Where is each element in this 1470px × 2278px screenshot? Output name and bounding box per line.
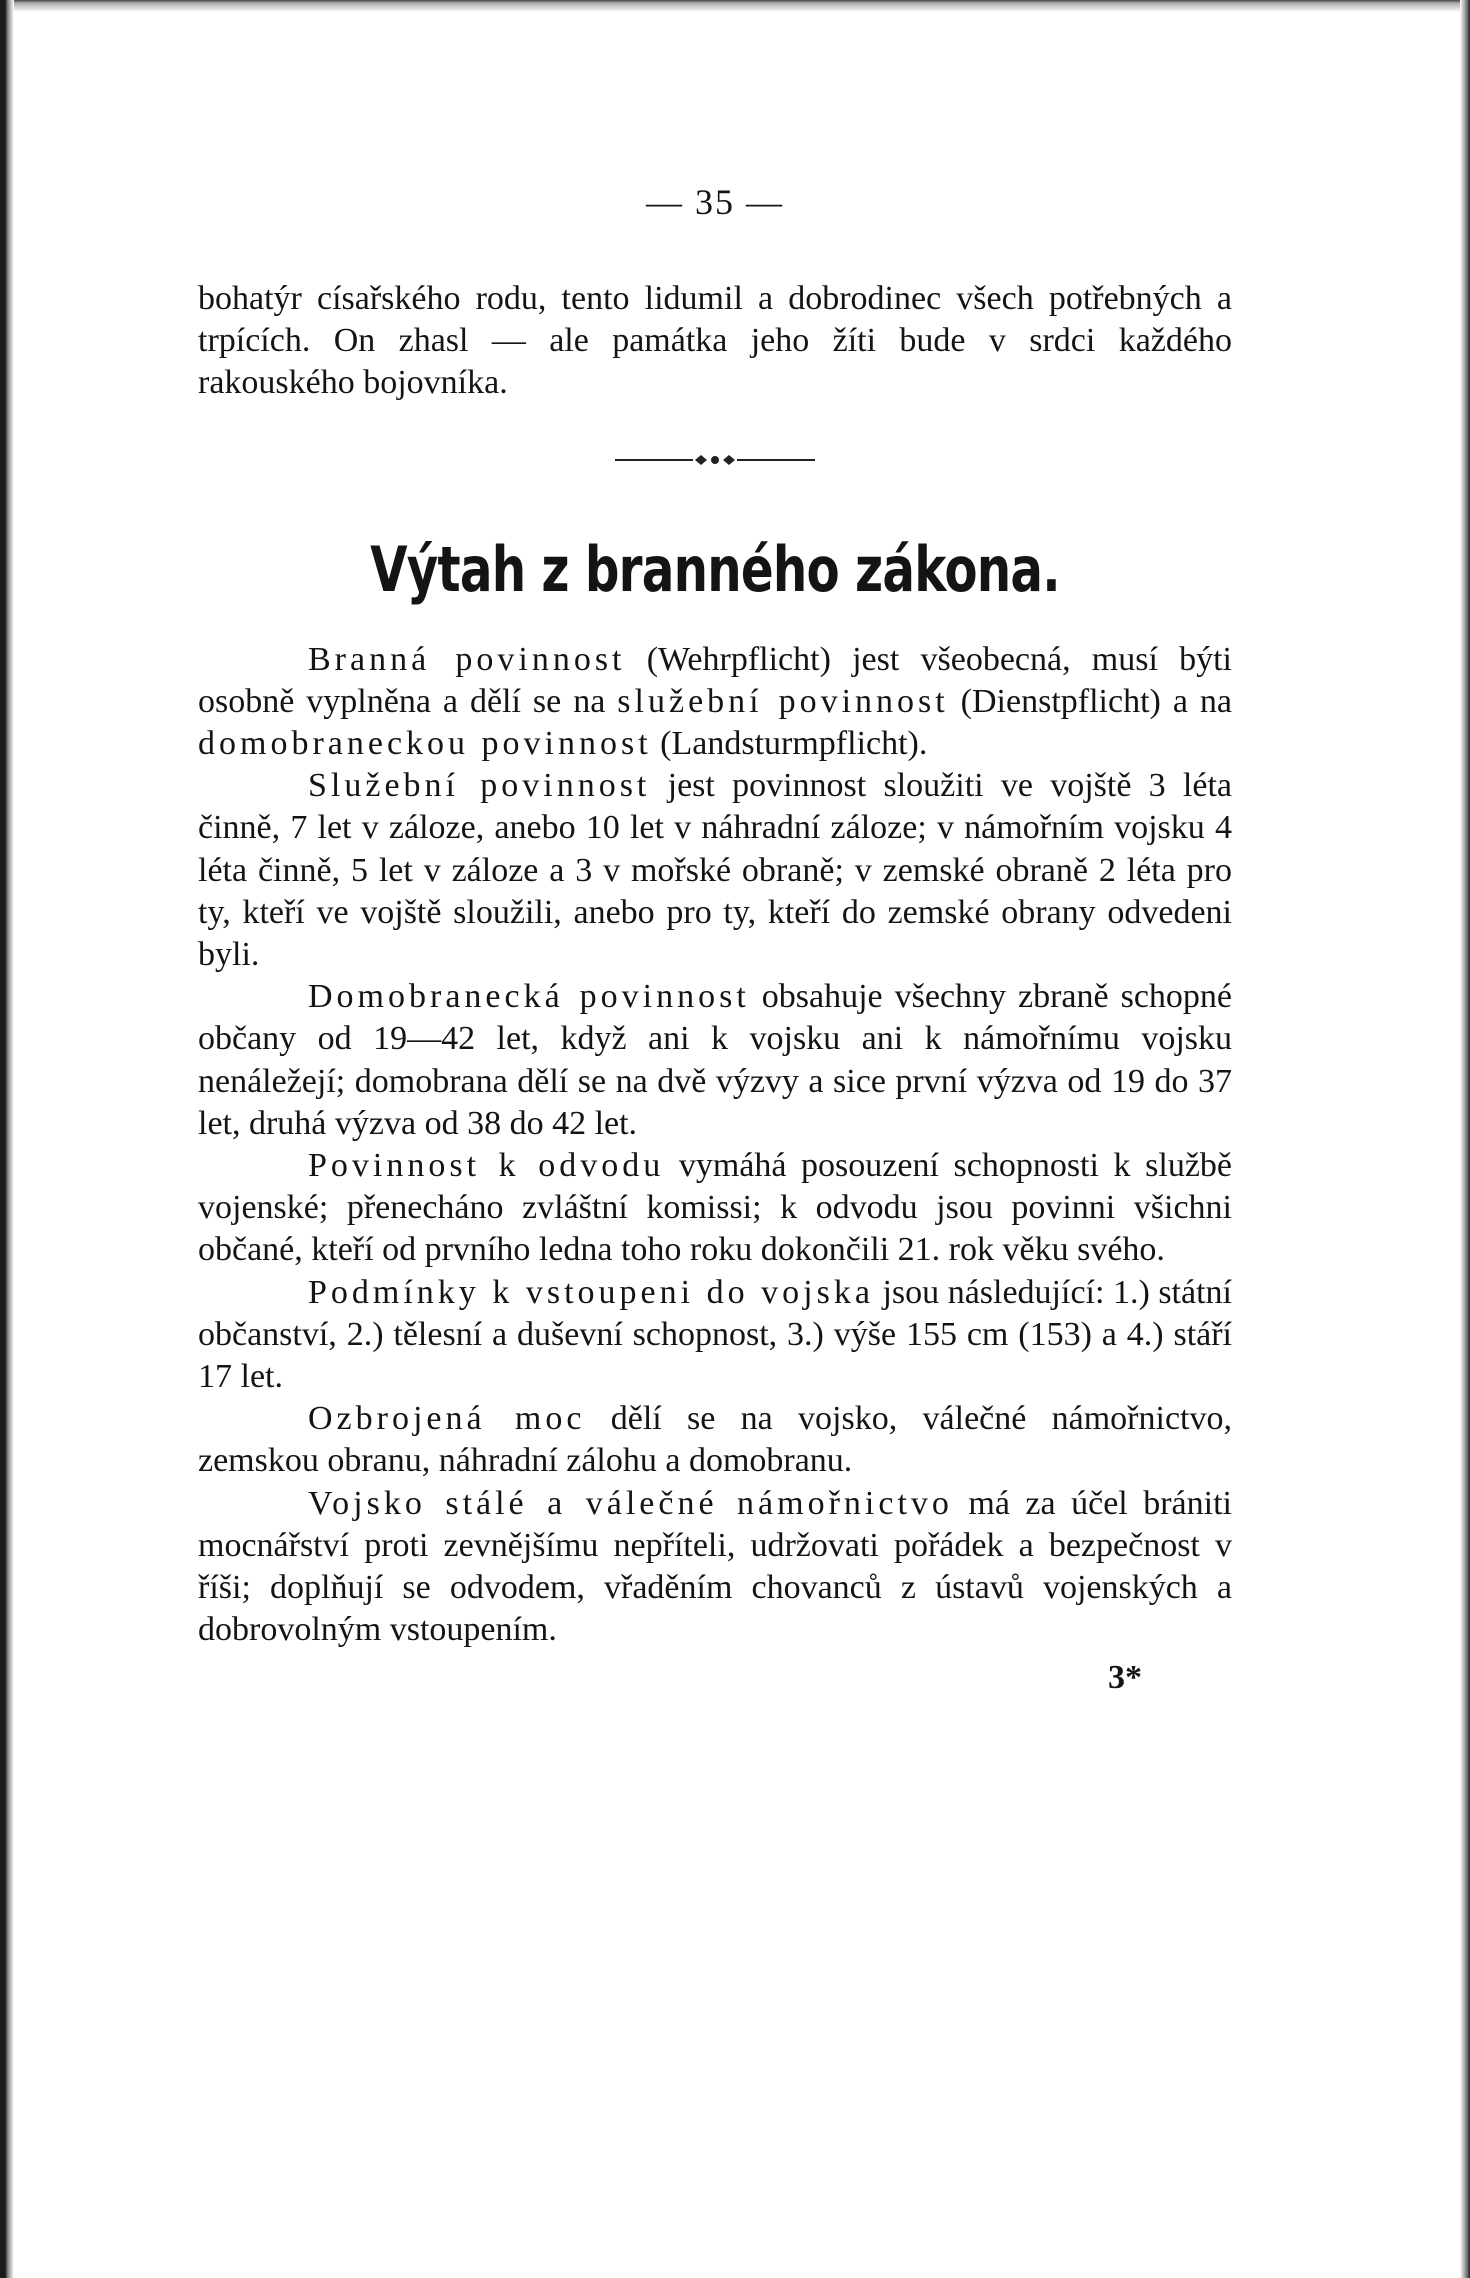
paragraph-domobranecka-povinnost [198, 976, 1232, 1145]
paragraph-text: dělí se na vojsko, válečné námořnictvo, zemskou obranu, náhradní zálohu a domobranu. [198, 1400, 1232, 1480]
paragraph-text: jest povinnost sloužiti ve vojště 3 léta činně, 7 let v záloze, anebo 10 let v náhradní záloze; v námořním vojsku 4 léta činně, 5 let v záloze a 3 v mořské obraně; v zemské obraně 2 léta pro ty, kteří ve vojště sloužili, anebo pro ty, kteří do zemské obrany odvedeni byli. [198, 767, 1233, 974]
signature-mark: 3* [1108, 1659, 1142, 1697]
paragraph-text: obsahuje všechny zbraně schopné občany od 19—42 let, když ani k vojsku ani k námořnímu vojsku nenáležejí; domobrana dělí se na dvě výzvy a sice první výzva od 19 do 37 let, druhá výzva od 38 do 42 let. [198, 978, 1233, 1142]
paragraph-text: vymáhá posouzení schopnosti k službě vojenské; přenecháno zvláštní komissi; k odvodu jsou povinni všichni občané, kteří od prvního ledna toho roku dokončili 21. rok věku svého. [198, 1147, 1232, 1269]
paragraph-sluzebni-povinnost [198, 765, 1232, 976]
page-edge-left [0, 0, 14, 2278]
paragraph-povinnost-k-odvodu [198, 1145, 1232, 1272]
paragraph-text: má za účel brániti mocnářství proti zevnějšímu nepříteli, udržovati pořádek a bezpečnost v říši; doplňují se odvodem, vřaděním chovanců z ústavů vojenských a dobrovolným vstoupením. [198, 1484, 1232, 1649]
paragraph-text: (Landsturmpflicht). [651, 725, 928, 763]
paragraph-text: (Dienstpflicht) a na [948, 682, 1232, 720]
term: služební povinnost [617, 682, 949, 720]
page-content [198, 180, 1232, 1699]
term: Branná povinnost [308, 640, 626, 678]
term: Povinnost k odvodu [308, 1147, 665, 1185]
term: Vojsko stálé a válečné námořnictvo [308, 1484, 953, 1522]
paragraph-branna-povinnost [198, 639, 1232, 766]
term: Ozbrojená moc [308, 1400, 586, 1438]
paragraph-vojsko-stale [198, 1483, 1232, 1652]
page-edge-top [0, 0, 1470, 12]
term: domobraneckou povinnost [198, 725, 652, 763]
term: Podmínky k vstoupeni do vojska [308, 1273, 874, 1311]
paragraph-podminky [198, 1272, 1232, 1399]
section-heading: Výtah z branného zákona. [370, 532, 1060, 606]
term: Služební povinnost [308, 767, 651, 805]
paragraph-ozbrojena-moc [198, 1398, 1232, 1482]
term: Domobranecká povinnost [308, 978, 750, 1016]
divider-ornament-icon [615, 453, 815, 467]
page-number: — 35 — [646, 182, 784, 222]
paragraph-text: (Wehrpflicht) jest všeobecná, musí býti osobně vyplněna a dělí se na [198, 640, 1232, 720]
page-edge-right [1460, 0, 1470, 2278]
intro-paragraph: bohatýr císařského rodu, tento lidumil a dobrodinec všech potřebných a trpících. On zhasl — ale památka jeho žíti bude v srdci každého rakouského bojovníka. [198, 280, 1232, 402]
paragraph-text: jsou následující: 1.) státní občanství, 2.) tělesní a duševní schopnost, 3.) výše 155 cm (153) a 4.) stáří 17 let. [198, 1273, 1232, 1396]
